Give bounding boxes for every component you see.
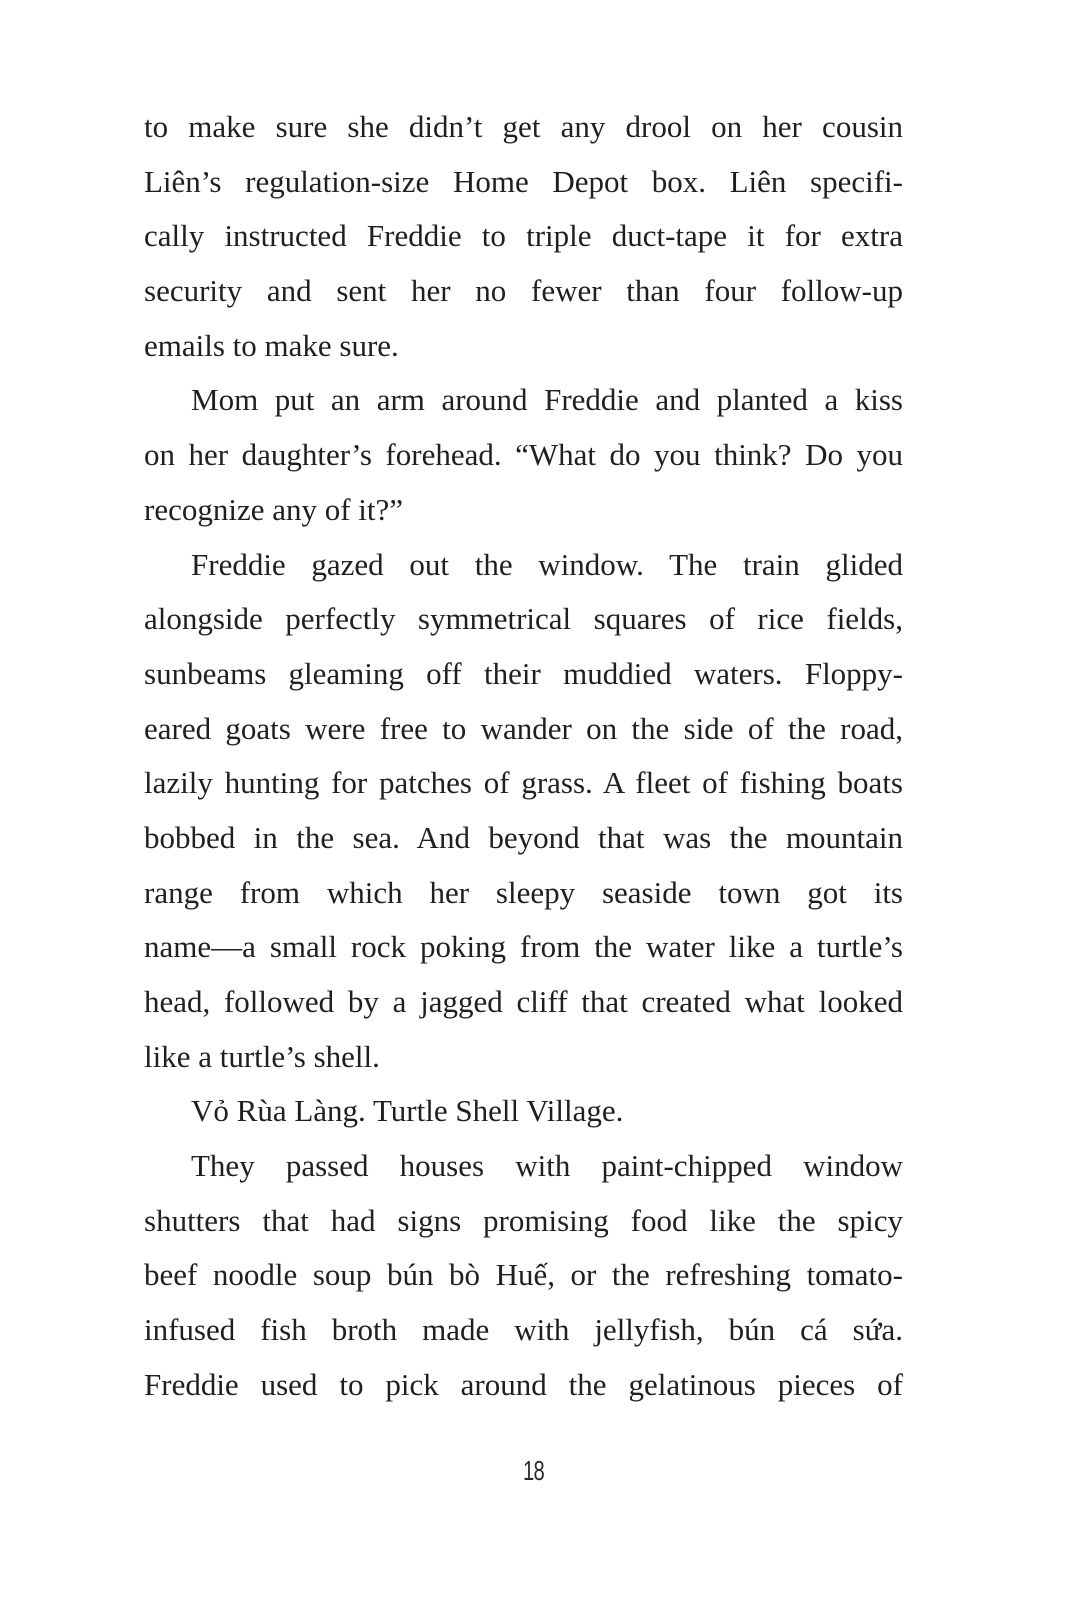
text-line: like a turtle’s shell. xyxy=(144,1038,380,1074)
text-line: recognize any of it?” xyxy=(144,491,404,527)
text-line: sunbeams gleaming off their muddied waters. Floppy- xyxy=(144,655,903,691)
text-line: They passed houses with paint-chipped window xyxy=(191,1148,903,1184)
text-line: beef noodle soup bún bò Huế, or the refreshing tomato- xyxy=(144,1257,903,1293)
page-number: 18 xyxy=(523,1455,544,1486)
text-line: Vỏ Rùa Làng. Turtle Shell Village. xyxy=(191,1093,624,1129)
text-line: on her daughter’s forehead. “What do you think? Do you xyxy=(144,437,903,473)
text-line: infused fish broth made with jellyfish, bún cá sứa. xyxy=(144,1312,903,1348)
text-line: Liên’s regulation-size Home Depot box. Liên specifi- xyxy=(144,163,903,199)
text-line: head, followed by a jagged cliff that created what looked xyxy=(144,984,903,1019)
text-line: lazily hunting for patches of grass. A fleet of fishing boats xyxy=(144,765,903,801)
text-line: cally instructed Freddie to triple duct-tape it for extra xyxy=(144,218,903,254)
text-line: security and sent her no fewer than four follow-up xyxy=(144,273,903,309)
text-line: Freddie used to pick around the gelatinous pieces of xyxy=(144,1366,903,1402)
text-line: shutters that had signs promising food like the spicy xyxy=(144,1202,903,1238)
text-line: Mom put an arm around Freddie and planted a kiss xyxy=(191,382,903,418)
text-line: name—a small rock poking from the water like a turtle’s xyxy=(144,929,903,965)
text-line: eared goats were free to wander on the side of the road, xyxy=(144,710,903,746)
text-line: range from which her sleepy seaside town got its xyxy=(144,874,903,910)
text-line: Freddie gazed out the window. The train glided xyxy=(191,546,903,582)
text-line: bobbed in the sea. And beyond that was the mountain xyxy=(144,819,903,855)
text-line: emails to make sure. xyxy=(144,327,399,363)
text-line: to make sure she didn’t get any drool on her cousin xyxy=(144,109,903,144)
body-text xyxy=(144,100,903,1413)
text-line: alongside perfectly symmetrical squares of rice fields, xyxy=(144,601,903,637)
